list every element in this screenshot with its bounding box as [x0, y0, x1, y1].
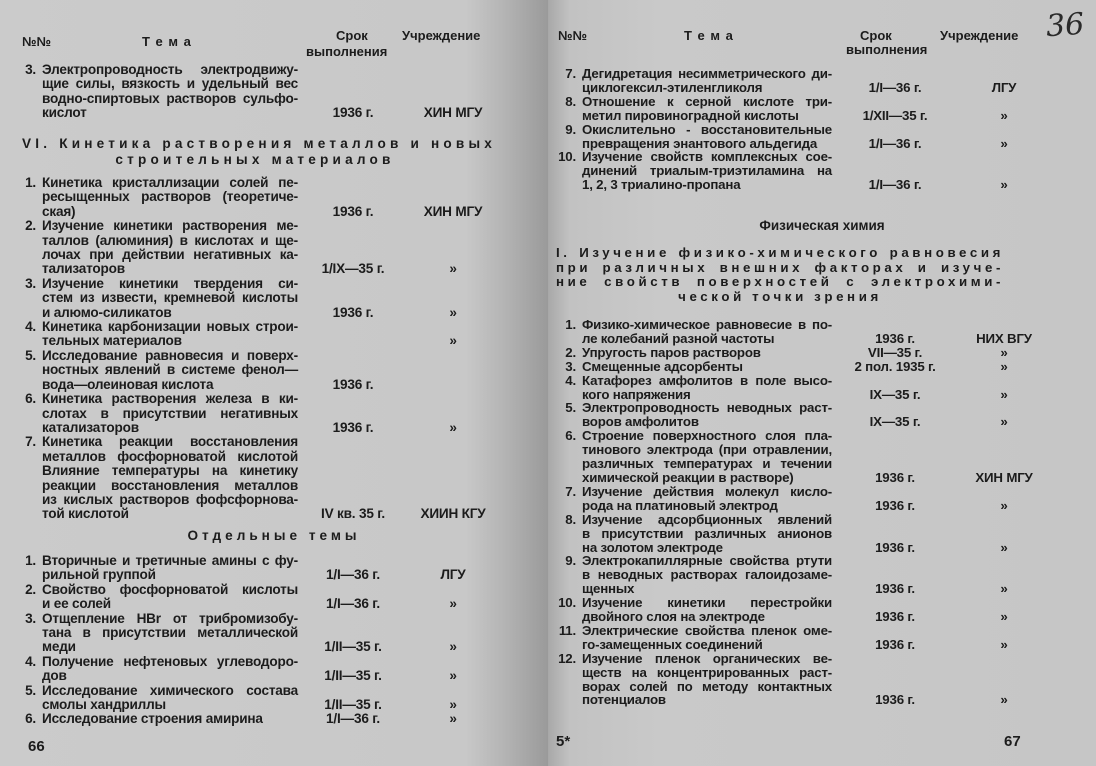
topic-line: Катафорез амфолитов в поле высо-: [582, 372, 832, 388]
entry-institution: ХИН МГУ: [975, 469, 1033, 485]
entry-topic: [42, 655, 298, 684]
section-heading-vi: [22, 136, 497, 168]
entry-institution: »: [1000, 497, 1008, 513]
entry-topic: [42, 583, 298, 612]
topic-line: Свойство фосфорноватой кислоты: [42, 581, 298, 597]
subsection-title: Отдельные темы: [187, 528, 361, 543]
entry-number: 6.: [25, 711, 36, 727]
entry-topic: [582, 596, 832, 624]
header-institution: Учреждение: [940, 28, 1019, 43]
topic-line: Изучение свойств комплексных сое-: [582, 149, 832, 165]
topic-line: метил пировиноградной кислоты: [582, 107, 799, 123]
topic-line: двойного слоя на электроде: [582, 609, 765, 625]
topic-line: Электропроводность электродвижу-: [42, 62, 298, 77]
entry-deadline: 1936 г.: [332, 376, 374, 392]
entry-topic: [582, 652, 832, 708]
topic-line: вода—олеиновая кислота: [42, 376, 214, 392]
topic-line: таллов (алюминия) в кислотах и ще-: [42, 232, 298, 248]
entry-number: 1.: [25, 553, 36, 568]
entry-topic: [582, 67, 832, 95]
topic-line: Получение нефтеновых углеводоро-: [42, 653, 298, 669]
entry-list: [548, 318, 1050, 707]
entry-institution: »: [1000, 636, 1008, 652]
entry-deadline: 1/IX—35 г.: [321, 261, 385, 277]
entry-deadline: 1/II—35 г.: [324, 697, 382, 713]
topic-line: той кислотой: [42, 506, 129, 522]
entry-institution: »: [449, 668, 457, 684]
topic-line: кислот: [42, 105, 87, 121]
topic-line: кого напряжения: [582, 386, 691, 402]
table-row: [0, 655, 498, 684]
entry-institution: »: [1000, 581, 1008, 597]
table-row: [548, 67, 1050, 95]
topic-line: Отщепление HBr от трибромизобу-: [42, 610, 298, 626]
topic-line: Изучение действия молекул кисло-: [582, 483, 832, 499]
entry-institution: ХИН МГУ: [423, 203, 483, 219]
table-row: [0, 684, 498, 713]
topic-line: Исследование равновесия и поверх-: [42, 347, 298, 363]
entry-topic: [582, 513, 832, 555]
table-row: [548, 150, 1050, 192]
entry-topic: [582, 374, 832, 402]
section-heading-i: [556, 246, 1004, 304]
entry-deadline: 1936 г.: [332, 304, 374, 320]
table-row: [0, 583, 498, 612]
entry-topic: [582, 429, 832, 485]
entry-deadline: 1936 г.: [875, 636, 915, 652]
entry-deadline: 1/I—36 г.: [326, 596, 380, 612]
header-term-2: выполнения: [306, 44, 388, 59]
topic-line: и алюмо-силикатов: [42, 304, 172, 320]
entry-deadline: 1936 г.: [875, 539, 915, 555]
entry-deadline: 2 пол. 1935 г.: [854, 358, 936, 374]
topic-line: тельных материалов: [42, 333, 182, 349]
section-title: Физическая химия: [759, 218, 885, 233]
entry-institution: »: [1000, 344, 1008, 360]
topic-line: Изучение пленок органических ве-: [582, 650, 832, 666]
topic-line: Электропроводность неводных раст-: [582, 400, 832, 416]
entry-number: 5.: [565, 400, 576, 416]
topic-line: ле колебаний разной частоты: [582, 330, 775, 346]
entry-institution: »: [449, 419, 457, 435]
entry-deadline: 1/XII—35 г.: [862, 107, 928, 123]
entry-topic: [582, 318, 832, 346]
topic-line: Отношение к серной кислоте три-: [582, 93, 832, 109]
topic-line: тана в присутствии металлической: [42, 625, 298, 641]
entry-topic: [42, 320, 298, 349]
topic-line: Вторичные и третичные амины с фу-: [42, 553, 298, 568]
handwritten-page-number: 36: [1044, 6, 1086, 45]
entry-topic: [582, 150, 832, 192]
entry-institution: »: [1000, 177, 1008, 193]
topic-line: смолы хандриллы: [42, 697, 166, 713]
topic-line: воров амфолитов: [582, 414, 699, 430]
entry-list: [548, 67, 1050, 192]
heading-line: I. Изучение физико-химического равновесия: [556, 245, 1004, 260]
topic-line: Электрические свойства пленок оме-: [582, 622, 832, 638]
topic-line: рода на платиновый электрод: [582, 497, 778, 513]
entry-topic: [42, 392, 298, 435]
entry-institution: »: [449, 596, 457, 612]
table-row: [548, 554, 1050, 596]
entry-topic: [582, 554, 832, 596]
entry-number: 10.: [558, 149, 576, 165]
entry-topic: [582, 123, 832, 151]
topic-line: Дегидретация несимметрического ди-: [582, 66, 832, 81]
topic-line: химической реакции в растворе): [582, 469, 794, 485]
topic-line: на золотом электроде: [582, 539, 723, 555]
topic-line: реакции восстановления металлов: [42, 477, 298, 493]
topic-line: Кинетика карбонизации новых строи-: [42, 319, 298, 335]
entry-deadline: 1936 г.: [332, 105, 374, 121]
entry-number: 8.: [565, 511, 576, 527]
heading-line: ние свойств поверхностей с электрохими-: [556, 274, 1004, 289]
entry-institution: »: [1000, 692, 1008, 708]
table-row: [0, 712, 498, 726]
topic-line: Смещенные адсорбенты: [582, 358, 743, 374]
topic-line: слотах в присутствии негативных: [42, 405, 298, 421]
table-row: [0, 554, 498, 583]
entry-number: 7.: [25, 434, 36, 450]
topic-line: в неводных растворах галоидозаме-: [582, 567, 832, 583]
topic-line: Физико-химическое равновесие в по-: [582, 317, 832, 332]
topic-line: рильной группой: [42, 567, 156, 583]
entry-topic: [42, 219, 298, 277]
entry-number: 5.: [25, 347, 36, 363]
entry-institution: »: [1000, 609, 1008, 625]
topic-line: Окислительно - восстановительные: [582, 121, 832, 137]
entry-number: 3.: [25, 62, 36, 77]
topic-line: тинового электрода (при отравлении,: [582, 442, 832, 458]
heading-line: ческой точки зрения: [678, 288, 882, 304]
entry-institution: »: [449, 639, 457, 655]
topic-line: из кислых растворов фофсфорнова-: [42, 491, 298, 507]
entry-institution: НИХ ВГУ: [976, 330, 1032, 346]
entry-institution: ХИИН КГУ: [420, 506, 486, 522]
topic-line: Кинетика растворения железа в ки-: [42, 391, 298, 407]
table-row: [548, 596, 1050, 624]
topic-line: Строение поверхностного слоя пла-: [582, 428, 832, 444]
entry-number: 9.: [565, 121, 576, 137]
topic-line: динений триалым-триэтиламина на: [582, 163, 832, 179]
entry-topic: [42, 554, 298, 583]
entry-number: 4.: [25, 319, 36, 335]
entry-deadline: 1/I—36 г.: [868, 79, 922, 95]
entry-topic: [42, 684, 298, 713]
entry-deadline: 1936 г.: [875, 330, 915, 346]
entry-institution: »: [449, 333, 457, 349]
entry-deadline: IV кв. 35 г.: [321, 506, 385, 522]
topic-line: металлов фосфорноватой кислотой: [42, 448, 298, 464]
topic-line: го-замещенных соединений: [582, 636, 763, 652]
topic-line: катализаторов: [42, 419, 139, 435]
table-row: [548, 429, 1050, 485]
table-row: [548, 95, 1050, 123]
topic-line: Влияние температуры на кинетику: [42, 463, 298, 479]
topic-line: щенных: [582, 581, 635, 597]
entry-institution: »: [1000, 135, 1008, 151]
topic-line: и ее солей: [42, 596, 111, 612]
entry-institution: »: [1000, 414, 1008, 430]
entry-topic: [582, 624, 832, 652]
entry-number: 11.: [558, 622, 576, 638]
entry-deadline: 1936 г.: [875, 581, 915, 597]
topic-line: циклогексил-этиленгликоля: [582, 79, 763, 95]
topic-line: Исследование строения амирина: [42, 711, 263, 727]
entry-deadline: 1936 г.: [332, 419, 374, 435]
entry-deadline: 1936 г.: [875, 497, 915, 513]
topic-line: в присутствии различных анионов: [582, 525, 832, 541]
heading-line: строительных материалов: [115, 152, 395, 167]
header-institution: Учреждение: [402, 28, 481, 43]
entry-number: 4.: [25, 653, 36, 669]
header-topic: Т е м а: [684, 28, 734, 43]
table-row: [548, 360, 1050, 374]
entry-number: 9.: [565, 553, 576, 569]
entry-deadline: 1/II—35 г.: [324, 668, 382, 684]
topic-line: тализаторов: [42, 261, 125, 277]
entry-number: 3.: [565, 358, 576, 374]
entry-institution: ХИН МГУ: [423, 105, 483, 121]
entry-deadline: 1/I—36 г.: [326, 711, 380, 727]
entry-number: 2.: [25, 218, 36, 234]
topic-line: превращения энантового альдегида: [582, 135, 818, 151]
table-row: [548, 401, 1050, 429]
topic-line: стем из извести, кремневой кислоты: [42, 290, 298, 306]
table-row: [0, 435, 498, 521]
entry-deadline: 1/I—36 г.: [868, 135, 922, 151]
header-num: №№: [558, 28, 587, 43]
entry-deadline: VII—35 г.: [867, 344, 923, 360]
topic-line: Изучение кинетики твердения си-: [42, 275, 298, 291]
entry-topic: [582, 360, 832, 374]
entry-number: 2.: [565, 344, 576, 360]
table-row: [0, 176, 498, 219]
entry-number: 6.: [25, 391, 36, 407]
header-num: №№: [22, 34, 51, 49]
entry-deadline: 1/II—35 г.: [324, 639, 382, 655]
topic-line: Изучение кинетики растворения ме-: [42, 218, 298, 234]
entry-topic: [42, 349, 298, 392]
entry-institution: »: [449, 304, 457, 320]
entry-topic: [42, 435, 298, 521]
entry-number: 12.: [558, 650, 576, 666]
entry-deadline: 1/I—36 г.: [326, 567, 380, 583]
entry-deadline: IX—35 г.: [869, 414, 921, 430]
table-row: [548, 374, 1050, 402]
header-term: Срок: [336, 28, 368, 43]
table-row: [548, 652, 1050, 708]
header-term: Срок: [860, 28, 892, 43]
signature-mark: 5*: [556, 733, 571, 750]
heading-line: при различных внешних факторах и изуче-: [556, 259, 1004, 275]
entry-deadline: 1936 г.: [875, 692, 915, 708]
topic-line: Кинетика реакции восстановления: [42, 434, 298, 450]
table-row: [0, 349, 498, 392]
topic-line: щие силы, вязкость и удельный вес: [42, 76, 298, 92]
page-number: 67: [1004, 733, 1021, 750]
heading-line: VI. Кинетика растворения металлов и новых: [22, 136, 497, 151]
entry-list: [0, 63, 498, 121]
topic-line: ществ на концентрированных раст-: [582, 664, 832, 680]
entry-institution: »: [449, 711, 457, 727]
topic-line: ворах солей по методу контактных: [582, 678, 832, 694]
entry-institution: »: [449, 697, 457, 713]
entry-topic: [42, 277, 298, 320]
entry-topic: [42, 612, 298, 655]
entry-number: 1.: [565, 317, 576, 332]
topic-line: ская): [42, 203, 76, 219]
table-row: [548, 513, 1050, 555]
table-row: [0, 392, 498, 435]
entry-topic: [582, 401, 832, 429]
header-topic: Т е м а: [142, 34, 192, 49]
entry-topic: [582, 485, 832, 513]
table-row: [0, 219, 498, 277]
entry-topic: [582, 95, 832, 123]
table-row: [0, 63, 498, 121]
topic-line: ресыщенных растворов (теоретиче-: [42, 189, 298, 205]
table-row: [0, 612, 498, 655]
topic-line: ностных явлений в системе фенол—: [42, 362, 298, 378]
topic-line: Электрокапиллярные свойства ртути: [582, 553, 832, 569]
page-number: 66: [28, 738, 45, 755]
topic-line: различных температурах и течении: [582, 456, 832, 472]
table-row: [548, 485, 1050, 513]
entry-institution: »: [1000, 107, 1008, 123]
right-page: [548, 0, 1096, 766]
entry-deadline: 1/I—36 г.: [868, 177, 922, 193]
table-row: [548, 318, 1050, 346]
topic-line: Изучение адсорбционных явлений: [582, 511, 832, 527]
table-row: [0, 320, 498, 349]
table-row: [548, 123, 1050, 151]
entry-institution: »: [449, 261, 457, 277]
topic-line: Упругость паров растворов: [582, 344, 761, 360]
entry-list: [0, 176, 498, 522]
entry-topic: [42, 176, 298, 219]
entry-number: 7.: [565, 483, 576, 499]
topic-line: 1, 2, 3 триалино-пропана: [582, 177, 741, 193]
entry-deadline: 1936 г.: [875, 609, 915, 625]
topic-line: Кинетика кристаллизации солей пе-: [42, 175, 298, 190]
entry-number: 1.: [25, 175, 36, 190]
entry-list: [0, 554, 498, 727]
entry-number: 6.: [565, 428, 576, 444]
entry-number: 3.: [25, 275, 36, 291]
entry-topic: [582, 346, 832, 360]
topic-line: Изучение кинетики перестройки: [582, 595, 832, 611]
table-row: [548, 624, 1050, 652]
entry-number: 3.: [25, 610, 36, 626]
header-term-2: выполнения: [846, 42, 928, 57]
topic-line: водно-спиртовых растворов сульфо-: [42, 90, 298, 106]
entry-deadline: IX—35 г.: [869, 386, 921, 402]
entry-number: 7.: [565, 66, 576, 81]
entry-institution: »: [1000, 386, 1008, 402]
entry-deadline: 1936 г.: [875, 469, 915, 485]
entry-number: 2.: [25, 581, 36, 597]
table-row: [548, 346, 1050, 360]
entry-number: 10.: [558, 595, 576, 611]
entry-institution: »: [1000, 539, 1008, 555]
entry-institution: ЛГУ: [991, 79, 1017, 95]
entry-deadline: 1936 г.: [332, 203, 374, 219]
entry-institution: ЛГУ: [440, 567, 466, 583]
topic-line: потенциалов: [582, 692, 666, 708]
entry-number: 5.: [25, 682, 36, 698]
topic-line: Исследование химического состава: [42, 682, 298, 698]
entry-number: 8.: [565, 93, 576, 109]
topic-line: лочах при действии негативных ка-: [42, 247, 298, 263]
entry-topic: [42, 712, 298, 726]
entry-institution: »: [1000, 358, 1008, 374]
topic-line: дов: [42, 668, 67, 684]
entry-number: 4.: [565, 372, 576, 388]
table-row: [0, 277, 498, 320]
topic-line: меди: [42, 639, 76, 655]
entry-topic: [42, 63, 298, 121]
